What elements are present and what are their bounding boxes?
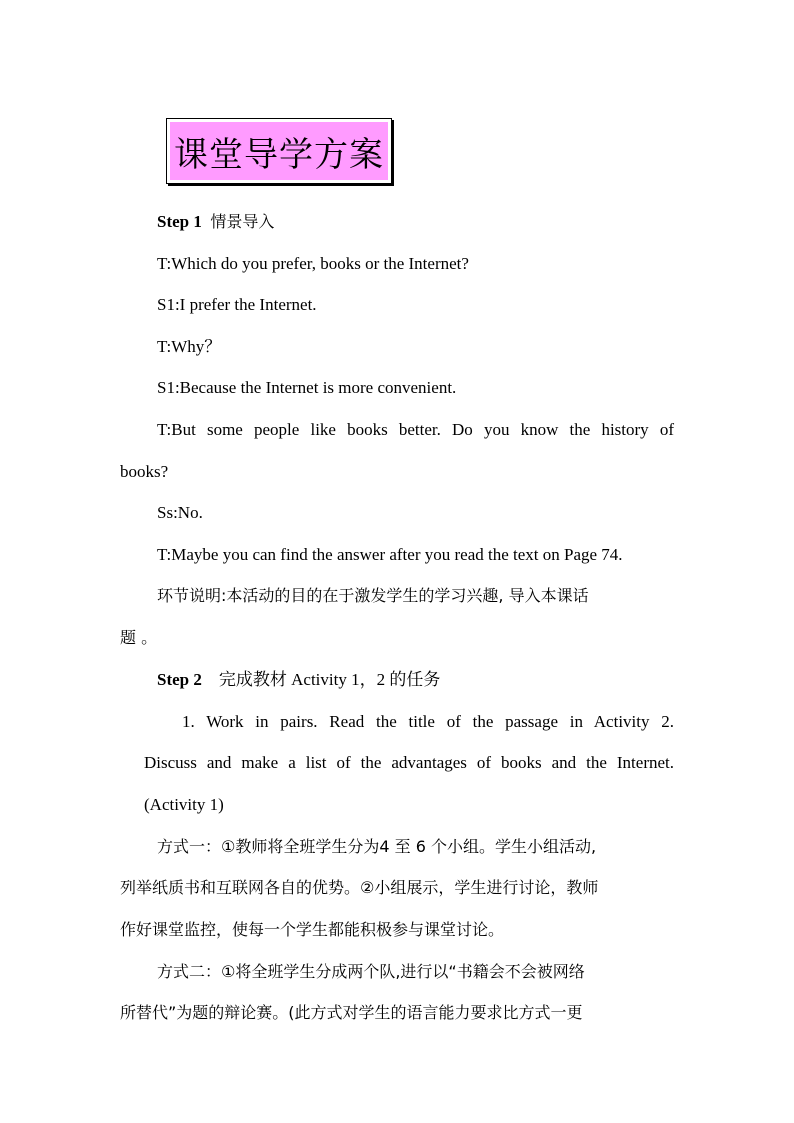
dialogue-line: T:Maybe you can find the answer after you read the text on Page 74.	[157, 545, 623, 564]
dialogue-line: S1:I prefer the Internet.	[157, 295, 317, 314]
note-line: 题 。	[120, 628, 158, 647]
dialogue-line: books?	[120, 462, 169, 481]
method2-line: 方式二：①将全班学生分成两个队,进行以“书籍会不会被网络	[157, 962, 585, 981]
step1-label: Step 1	[157, 212, 202, 231]
step1-title: 情景导入	[210, 212, 275, 231]
task1-line: (Activity 1)	[144, 795, 224, 814]
task1-line: 1. Work in pairs. Read the title of the passage in Activity 2.	[182, 712, 674, 731]
step2-label: Step 2	[157, 670, 202, 689]
dialogue-line: T:Why？	[157, 337, 222, 356]
note-line: 环节说明:本活动的目的在于激发学生的学习兴趣, 导入本课话	[157, 586, 589, 605]
page-title: 课堂导学方案	[170, 122, 388, 180]
dialogue-line: S1:Because the Internet is more convenient.	[157, 378, 457, 397]
dialogue-line: Ss:No.	[157, 503, 203, 522]
dialogue-line: T:But some people like books better. Do you know the history of	[157, 420, 674, 439]
step2-title: 完成教材 Activity 1，2 的任务	[218, 670, 441, 689]
method1-line: 列举纸质书和互联网各自的优势。②小组展示，学生进行讨论，教师	[120, 878, 599, 897]
method2-line: 所替代”为题的辩论赛。(此方式对学生的语言能力要求比方式一更	[120, 1003, 583, 1022]
step1-heading	[157, 211, 274, 233]
title-box	[166, 118, 392, 184]
step2-heading	[157, 669, 440, 691]
method1-line: 方式一：①教师将全班学生分为4 至 6 个小组。学生小组活动,	[157, 837, 597, 856]
task1-line: Discuss and make a list of the advantages of books and the Internet.	[144, 753, 674, 772]
dialogue-line: T:Which do you prefer, books or the Internet?	[157, 254, 469, 273]
method1-line: 作好课堂监控，使每一个学生都能积极参与课堂讨论。	[120, 920, 505, 939]
